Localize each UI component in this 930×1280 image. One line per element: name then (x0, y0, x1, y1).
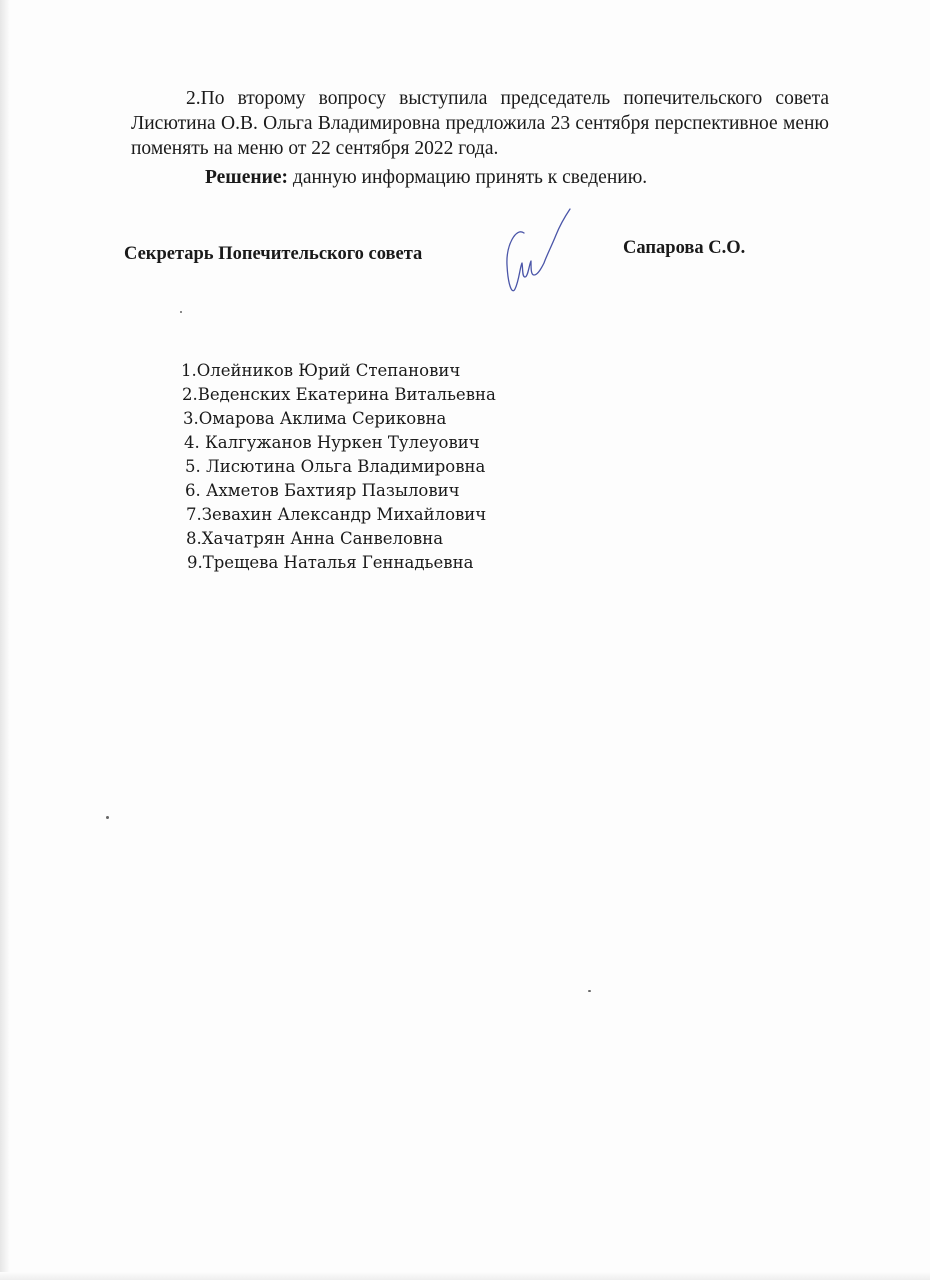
handwritten-signature (498, 205, 578, 297)
scan-speck (106, 816, 109, 819)
list-item: 4. Калгужанов Нуркен Тулеуович (184, 433, 480, 452)
list-item: 8.Хачатрян Анна Санвеловна (186, 529, 444, 548)
scan-edge-left (0, 0, 10, 1280)
scan-speck (588, 990, 591, 992)
secretary-name: Сапарова С.О. (623, 238, 746, 258)
decision-text: данную информацию принять к сведению. (288, 167, 648, 188)
list-item: 9.Трещева Наталья Геннадьевна (187, 553, 474, 572)
members-list (181, 359, 496, 575)
secretary-role: Секретарь Попечительского совета (124, 244, 423, 264)
list-item: 5. Лисютина Ольга Владимировна (185, 457, 486, 476)
list-item: 6. Ахметов Бахтияр Пазылович (185, 481, 460, 500)
list-item: 7.Зевахин Александр Михайлович (186, 505, 487, 524)
list-item: 3.Омарова Аклима Сериковна (183, 409, 447, 428)
decision-line (205, 165, 845, 190)
list-item: 2.Веденских Екатерина Витальевна (182, 385, 496, 404)
item-2-paragraph: 2.По второму вопросу выступила председатель попечительского совета Лисютина О.В. Ольга Владимировна предложила 23 сентября перспективное меню поменять на меню от 22 сентября 2022 года. (131, 88, 829, 159)
scan-edge-bottom (0, 1272, 930, 1280)
list-item: 1.Олейников Юрий Степанович (181, 361, 461, 380)
scan-speck (180, 311, 182, 313)
decision-label: Решение: (205, 167, 289, 188)
